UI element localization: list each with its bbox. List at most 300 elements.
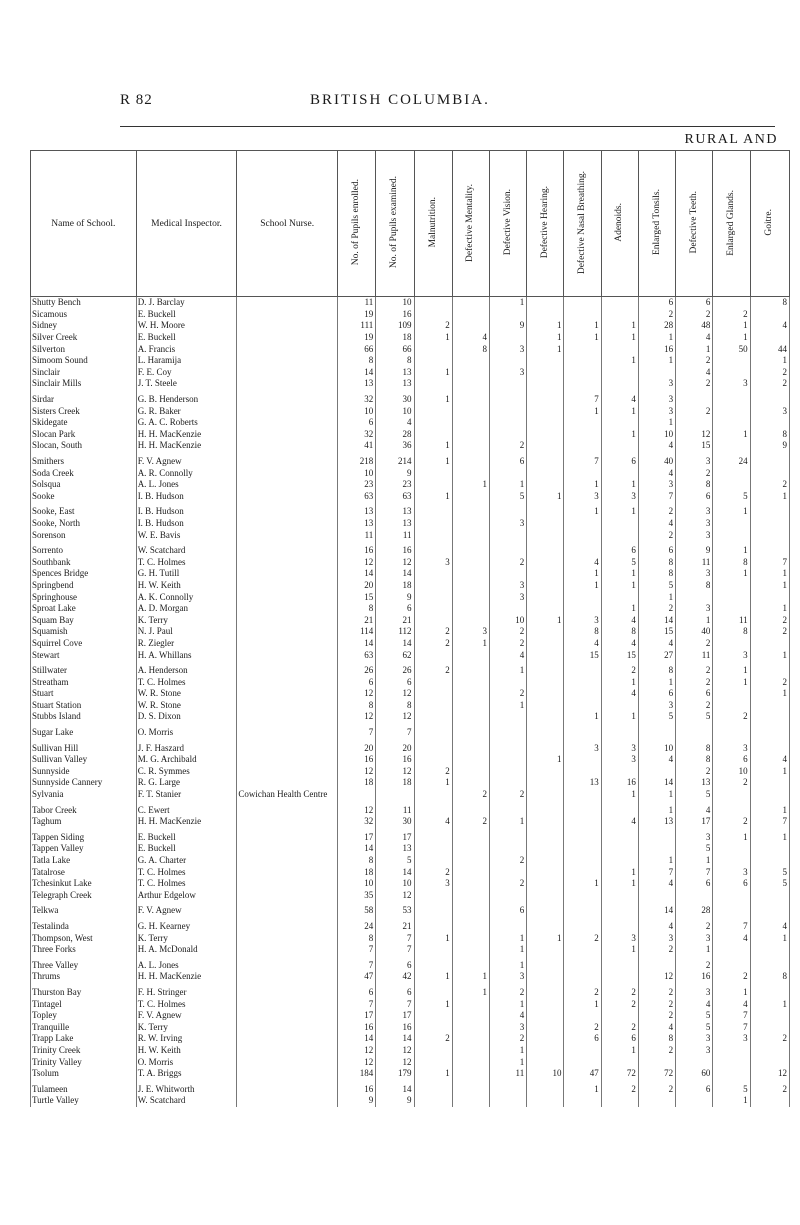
stat-cell bbox=[414, 297, 452, 309]
stat-cell: 1 bbox=[750, 580, 789, 592]
nurse-name bbox=[237, 843, 338, 855]
stat-cell: 1 bbox=[713, 987, 750, 999]
nurse-name bbox=[237, 479, 338, 491]
stat-cell bbox=[564, 727, 601, 739]
inspector-name: H. H. MacKenzie bbox=[136, 971, 237, 983]
stat-cell bbox=[564, 866, 601, 878]
stat-cell bbox=[713, 394, 750, 406]
stat-cell: 7 bbox=[713, 1010, 750, 1022]
stat-cell bbox=[414, 905, 452, 917]
inspector-name: G. B. Henderson bbox=[136, 394, 237, 406]
stat-cell bbox=[713, 804, 750, 816]
table-row bbox=[31, 998, 790, 1010]
stat-cell: 1 bbox=[564, 506, 601, 518]
stat-cell bbox=[750, 727, 789, 739]
header-rule bbox=[120, 126, 775, 127]
stat-cell: 6 bbox=[676, 491, 713, 503]
stat-cell bbox=[564, 297, 601, 309]
stat-cell: 9 bbox=[376, 591, 414, 603]
stat-cell bbox=[527, 529, 564, 541]
stat-cell bbox=[527, 1056, 564, 1068]
stat-cell: 12 bbox=[750, 1068, 789, 1080]
school-name: Springbend bbox=[31, 580, 137, 592]
stat-cell: 21 bbox=[376, 921, 414, 933]
stat-cell bbox=[601, 766, 638, 778]
nurse-name bbox=[237, 467, 338, 479]
stat-cell bbox=[489, 429, 526, 441]
stat-cell: 10 bbox=[638, 429, 675, 441]
stat-cell: 4 bbox=[638, 467, 675, 479]
inspector-name: A. D. Morgan bbox=[136, 603, 237, 615]
stat-cell: 23 bbox=[376, 479, 414, 491]
stat-cell bbox=[452, 998, 489, 1010]
stat-cell bbox=[414, 568, 452, 580]
stat-cell: 11 bbox=[338, 529, 376, 541]
stat-cell: 7 bbox=[638, 491, 675, 503]
stat-cell: 12 bbox=[376, 556, 414, 568]
school-name: Telegraph Creek bbox=[31, 890, 137, 902]
stat-cell bbox=[564, 890, 601, 902]
school-name: Sugar Lake bbox=[31, 727, 137, 739]
stat-cell: 12 bbox=[338, 1056, 376, 1068]
inspector-name: R. W. Irving bbox=[136, 1033, 237, 1045]
stat-cell bbox=[452, 832, 489, 844]
stat-cell: 7 bbox=[638, 866, 675, 878]
stat-cell: 1 bbox=[414, 440, 452, 452]
stat-cell: 4 bbox=[676, 332, 713, 344]
table-row bbox=[31, 1095, 790, 1107]
stat-cell: 1 bbox=[489, 665, 526, 677]
stat-cell bbox=[452, 843, 489, 855]
inspector-name: G. A. Charter bbox=[136, 855, 237, 867]
table-row bbox=[31, 832, 790, 844]
stat-cell: 179 bbox=[376, 1068, 414, 1080]
inspector-name: H. W. Keith bbox=[136, 1045, 237, 1057]
stat-cell: 2 bbox=[452, 816, 489, 828]
stat-cell bbox=[527, 832, 564, 844]
stat-cell: 53 bbox=[376, 905, 414, 917]
stat-cell: 1 bbox=[564, 1083, 601, 1095]
stat-cell: 1 bbox=[750, 649, 789, 661]
stat-cell bbox=[489, 309, 526, 321]
stat-cell: 1 bbox=[564, 878, 601, 890]
table-row bbox=[31, 429, 790, 441]
stat-cell: 2 bbox=[489, 626, 526, 638]
school-name: Solsqua bbox=[31, 479, 137, 491]
stat-cell: 14 bbox=[638, 777, 675, 789]
stat-cell bbox=[750, 309, 789, 321]
stat-cell bbox=[527, 866, 564, 878]
stat-cell: 20 bbox=[338, 580, 376, 592]
inspector-name: W. H. Moore bbox=[136, 320, 237, 332]
stat-cell: 2 bbox=[676, 921, 713, 933]
inspector-name: A. K. Connolly bbox=[136, 591, 237, 603]
nurse-name bbox=[237, 491, 338, 503]
stat-cell: 1 bbox=[564, 479, 601, 491]
nurse-name bbox=[237, 506, 338, 518]
stat-cell: 17 bbox=[338, 1010, 376, 1022]
stat-cell: 2 bbox=[750, 626, 789, 638]
stat-cell: 1 bbox=[713, 429, 750, 441]
stat-cell bbox=[414, 754, 452, 766]
stat-cell: 4 bbox=[676, 804, 713, 816]
stat-cell bbox=[489, 676, 526, 688]
stat-cell bbox=[750, 417, 789, 429]
nurse-name bbox=[237, 987, 338, 999]
stat-cell: 13 bbox=[376, 506, 414, 518]
stat-cell: 66 bbox=[338, 343, 376, 355]
stat-cell bbox=[489, 866, 526, 878]
school-name: Tintagel bbox=[31, 998, 137, 1010]
stat-cell: 20 bbox=[376, 742, 414, 754]
stat-cell: 18 bbox=[376, 332, 414, 344]
stat-cell: 4 bbox=[638, 638, 675, 650]
stat-cell bbox=[564, 971, 601, 983]
stat-cell bbox=[452, 700, 489, 712]
stat-cell: 2 bbox=[676, 665, 713, 677]
stat-cell: 62 bbox=[376, 649, 414, 661]
stat-cell: 1 bbox=[750, 932, 789, 944]
stat-cell bbox=[489, 1083, 526, 1095]
stat-cell: 16 bbox=[338, 1083, 376, 1095]
nurse-name bbox=[237, 456, 338, 468]
stat-cell bbox=[414, 843, 452, 855]
nurse-name bbox=[237, 603, 338, 615]
nurse-name bbox=[237, 766, 338, 778]
stat-cell: 14 bbox=[376, 568, 414, 580]
stat-cell bbox=[527, 309, 564, 321]
stat-cell bbox=[638, 1095, 675, 1107]
inspector-name: H. A. Whillans bbox=[136, 649, 237, 661]
school-name: Topley bbox=[31, 1010, 137, 1022]
stat-cell: 2 bbox=[414, 638, 452, 650]
stat-cell: 8 bbox=[638, 665, 675, 677]
stat-cell bbox=[527, 649, 564, 661]
stat-cell bbox=[601, 1095, 638, 1107]
nurse-name bbox=[237, 440, 338, 452]
table-row bbox=[31, 603, 790, 615]
stat-cell bbox=[414, 1010, 452, 1022]
table-row bbox=[31, 711, 790, 723]
stat-cell bbox=[750, 890, 789, 902]
stat-cell bbox=[527, 843, 564, 855]
stat-cell: 47 bbox=[564, 1068, 601, 1080]
stat-cell: 11 bbox=[713, 614, 750, 626]
stat-cell: 4 bbox=[564, 556, 601, 568]
stat-cell: 3 bbox=[601, 932, 638, 944]
stat-cell: 1 bbox=[638, 676, 675, 688]
stat-cell: 1 bbox=[414, 456, 452, 468]
stat-cell: 7 bbox=[376, 932, 414, 944]
stat-cell bbox=[452, 878, 489, 890]
nurse-name bbox=[237, 665, 338, 677]
table-row bbox=[31, 417, 790, 429]
stat-cell bbox=[638, 766, 675, 778]
nurse-name bbox=[237, 905, 338, 917]
stat-cell: 4 bbox=[713, 998, 750, 1010]
inspector-name: G. A. C. Roberts bbox=[136, 417, 237, 429]
nurse-name bbox=[237, 320, 338, 332]
table-row bbox=[31, 932, 790, 944]
stat-cell bbox=[414, 959, 452, 971]
stat-cell bbox=[452, 777, 489, 789]
stat-cell bbox=[414, 855, 452, 867]
stat-cell bbox=[601, 297, 638, 309]
table-row bbox=[31, 688, 790, 700]
stat-cell: 3 bbox=[564, 742, 601, 754]
stat-cell bbox=[601, 378, 638, 390]
stat-cell bbox=[713, 890, 750, 902]
stat-cell: 41 bbox=[338, 440, 376, 452]
table-row bbox=[31, 332, 790, 344]
stat-cell: 2 bbox=[601, 1021, 638, 1033]
stat-cell: 1 bbox=[601, 506, 638, 518]
stat-cell: 7 bbox=[376, 998, 414, 1010]
stat-cell bbox=[564, 816, 601, 828]
stat-cell bbox=[750, 591, 789, 603]
stat-cell: 12 bbox=[338, 688, 376, 700]
school-name: Squirrel Cove bbox=[31, 638, 137, 650]
stat-cell: 214 bbox=[376, 456, 414, 468]
stat-cell: 14 bbox=[376, 1083, 414, 1095]
inspector-name: W. R. Stone bbox=[136, 700, 237, 712]
nurse-name bbox=[237, 688, 338, 700]
school-name: Sirdar bbox=[31, 394, 137, 406]
inspector-name: T. C. Holmes bbox=[136, 998, 237, 1010]
stat-cell bbox=[527, 417, 564, 429]
stat-cell bbox=[489, 766, 526, 778]
stat-cell bbox=[750, 789, 789, 801]
stat-cell bbox=[564, 518, 601, 530]
inspector-name: I. B. Hudson bbox=[136, 506, 237, 518]
school-name: Sunnyside bbox=[31, 766, 137, 778]
stat-cell bbox=[414, 804, 452, 816]
stat-cell: 1 bbox=[527, 614, 564, 626]
stat-cell: 1 bbox=[601, 580, 638, 592]
stat-cell: 3 bbox=[564, 614, 601, 626]
stat-cell: 11 bbox=[376, 804, 414, 816]
stat-cell bbox=[713, 467, 750, 479]
stat-cell: 8 bbox=[564, 626, 601, 638]
stat-cell: 8 bbox=[338, 932, 376, 944]
stat-cell bbox=[601, 843, 638, 855]
stat-cell bbox=[750, 638, 789, 650]
table-row bbox=[31, 1056, 790, 1068]
stat-cell: 3 bbox=[489, 518, 526, 530]
stat-cell: 4 bbox=[601, 816, 638, 828]
col-school-name: Name of School. bbox=[31, 151, 137, 297]
stat-cell bbox=[713, 417, 750, 429]
nurse-name bbox=[237, 1095, 338, 1107]
stat-cell: 11 bbox=[676, 556, 713, 568]
stat-cell: 12 bbox=[376, 1045, 414, 1057]
stat-cell bbox=[452, 855, 489, 867]
stat-cell: 8 bbox=[452, 343, 489, 355]
stat-cell bbox=[527, 987, 564, 999]
school-name: Shutty Bench bbox=[31, 297, 137, 309]
school-name: Tatla Lake bbox=[31, 855, 137, 867]
stat-cell bbox=[750, 332, 789, 344]
stat-cell: 10 bbox=[376, 878, 414, 890]
stat-cell bbox=[452, 506, 489, 518]
stat-cell bbox=[527, 378, 564, 390]
stat-cell: 6 bbox=[376, 676, 414, 688]
stat-cell: 1 bbox=[489, 816, 526, 828]
stat-cell: 1 bbox=[489, 700, 526, 712]
stat-cell: 1 bbox=[601, 866, 638, 878]
nurse-name bbox=[237, 932, 338, 944]
stat-cell: 1 bbox=[676, 944, 713, 956]
nurse-name bbox=[237, 971, 338, 983]
stat-cell: 15 bbox=[676, 440, 713, 452]
inspector-name: O. Morris bbox=[136, 1056, 237, 1068]
stat-cell: 3 bbox=[638, 378, 675, 390]
inspector-name: G. H. Kearney bbox=[136, 921, 237, 933]
table-row bbox=[31, 320, 790, 332]
inspector-name: Arthur Edgelow bbox=[136, 890, 237, 902]
stat-cell: 7 bbox=[676, 866, 713, 878]
stat-cell bbox=[489, 545, 526, 557]
table-row bbox=[31, 1010, 790, 1022]
stat-cell: 9 bbox=[750, 440, 789, 452]
stat-cell bbox=[489, 890, 526, 902]
stat-cell bbox=[489, 921, 526, 933]
stat-cell bbox=[452, 649, 489, 661]
stat-cell bbox=[452, 440, 489, 452]
table-row bbox=[31, 816, 790, 828]
stat-cell: 1 bbox=[750, 688, 789, 700]
stat-cell: 5 bbox=[638, 580, 675, 592]
stat-cell bbox=[750, 742, 789, 754]
stat-cell: 13 bbox=[638, 816, 675, 828]
stat-cell: 5 bbox=[489, 491, 526, 503]
stat-cell: 1 bbox=[713, 545, 750, 557]
stat-cell bbox=[414, 614, 452, 626]
stat-cell: 4 bbox=[750, 320, 789, 332]
stat-cell bbox=[564, 832, 601, 844]
inspector-name: A. Francis bbox=[136, 343, 237, 355]
stat-cell: 19 bbox=[338, 309, 376, 321]
table-row bbox=[31, 506, 790, 518]
stat-cell bbox=[452, 417, 489, 429]
stat-cell bbox=[452, 309, 489, 321]
stat-cell: 2 bbox=[489, 878, 526, 890]
stat-cell: 66 bbox=[376, 343, 414, 355]
stat-cell: 10 bbox=[713, 766, 750, 778]
stat-cell: 4 bbox=[638, 518, 675, 530]
stat-cell bbox=[527, 921, 564, 933]
stat-cell bbox=[564, 905, 601, 917]
stat-cell bbox=[713, 1068, 750, 1080]
stat-cell: 8 bbox=[676, 742, 713, 754]
stat-cell: 1 bbox=[676, 343, 713, 355]
stat-cell bbox=[489, 506, 526, 518]
stat-cell bbox=[452, 1010, 489, 1022]
stat-cell bbox=[750, 905, 789, 917]
school-name: Squam Bay bbox=[31, 614, 137, 626]
stat-cell bbox=[638, 959, 675, 971]
school-name: Sorrento bbox=[31, 545, 137, 557]
stat-cell bbox=[564, 944, 601, 956]
table-row bbox=[31, 843, 790, 855]
stat-cell: 15 bbox=[638, 626, 675, 638]
inspector-name: F. H. Stringer bbox=[136, 987, 237, 999]
stat-cell bbox=[414, 921, 452, 933]
stat-cell: 6 bbox=[338, 987, 376, 999]
nurse-name bbox=[237, 866, 338, 878]
stat-cell bbox=[452, 529, 489, 541]
stat-cell: 4 bbox=[750, 921, 789, 933]
stat-cell: 10 bbox=[338, 405, 376, 417]
stat-cell: 6 bbox=[638, 688, 675, 700]
stat-cell bbox=[750, 1010, 789, 1022]
stat-cell: 12 bbox=[338, 556, 376, 568]
school-name: Sorenson bbox=[31, 529, 137, 541]
stat-cell: 1 bbox=[750, 491, 789, 503]
table-row bbox=[31, 766, 790, 778]
stat-cell bbox=[489, 843, 526, 855]
nurse-name bbox=[237, 1056, 338, 1068]
stat-cell bbox=[750, 1095, 789, 1107]
school-name: Telkwa bbox=[31, 905, 137, 917]
stat-cell bbox=[527, 777, 564, 789]
stat-cell bbox=[601, 343, 638, 355]
stat-cell: 3 bbox=[489, 343, 526, 355]
stat-cell bbox=[601, 804, 638, 816]
stat-cell bbox=[452, 804, 489, 816]
stat-cell bbox=[489, 355, 526, 367]
stat-cell bbox=[452, 467, 489, 479]
stat-cell: 30 bbox=[376, 394, 414, 406]
stat-cell bbox=[452, 320, 489, 332]
stat-cell: 4 bbox=[601, 688, 638, 700]
stat-cell: 42 bbox=[376, 971, 414, 983]
nurse-name bbox=[237, 638, 338, 650]
stat-cell bbox=[750, 518, 789, 530]
stat-cell bbox=[713, 944, 750, 956]
stat-cell bbox=[452, 1033, 489, 1045]
stat-cell: 9 bbox=[376, 467, 414, 479]
stat-cell: 1 bbox=[713, 568, 750, 580]
stat-cell: 5 bbox=[376, 855, 414, 867]
stat-cell: 14 bbox=[638, 905, 675, 917]
stat-cell: 20 bbox=[338, 742, 376, 754]
stat-cell bbox=[564, 843, 601, 855]
stat-cell bbox=[414, 429, 452, 441]
stat-cell bbox=[601, 727, 638, 739]
stat-cell: 24 bbox=[713, 456, 750, 468]
stat-cell bbox=[750, 843, 789, 855]
inspector-name: N. J. Paul bbox=[136, 626, 237, 638]
nurse-name bbox=[237, 1083, 338, 1095]
school-name: Tsolum bbox=[31, 1068, 137, 1080]
stat-cell: 1 bbox=[638, 804, 675, 816]
stat-cell: 1 bbox=[638, 855, 675, 867]
col-hearing: Defective Hearing. bbox=[527, 151, 564, 297]
stat-cell: 15 bbox=[564, 649, 601, 661]
table-row bbox=[31, 467, 790, 479]
inspector-name: K. Terry bbox=[136, 614, 237, 626]
table-row bbox=[31, 700, 790, 712]
stat-cell bbox=[676, 591, 713, 603]
stat-cell: 11 bbox=[338, 297, 376, 309]
stat-cell bbox=[414, 309, 452, 321]
stat-cell bbox=[564, 676, 601, 688]
table-row bbox=[31, 855, 790, 867]
stat-cell: 1 bbox=[414, 394, 452, 406]
stat-cell bbox=[414, 890, 452, 902]
stat-cell: 1 bbox=[713, 332, 750, 344]
